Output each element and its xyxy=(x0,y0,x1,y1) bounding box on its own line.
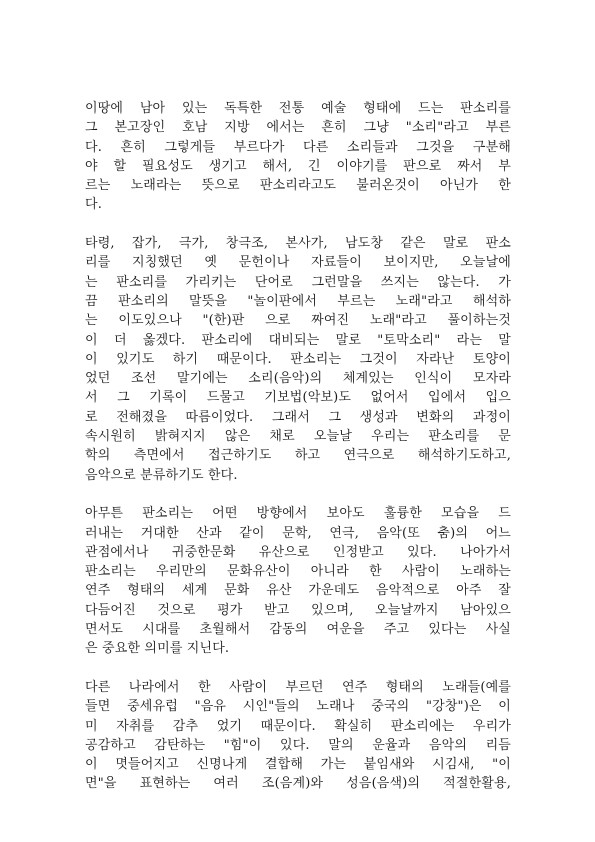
body-text xyxy=(85,99,511,813)
text-line: 그 본고장인 호남 지방 에서는 흔히 그냥 "소리"라고 부른 xyxy=(85,120,511,136)
text-line: 끔 판소리의 말뜻을 "놀이판에서 부르는 노래"라고 해석하 xyxy=(85,293,511,309)
text-line: 로 전해졌을 따름이었다. 그래서 그 생성과 변화의 과정이 xyxy=(85,409,511,425)
text-line: 면"을 표현하는 여러 조(음계)와 성음(음색)의 적절한활용, xyxy=(85,776,511,792)
paragraph xyxy=(85,99,511,215)
text-line: 연주 형태의 세계 문화 유산 가운데도 음악적으로 아주 잘 xyxy=(85,583,511,599)
text-line: 학의 측면에서 접근하기도 하고 연극으로 해석하기도하고, xyxy=(85,448,511,464)
text-line: 이 더 옳겠다. 판소리에 대비되는 말로 "토막소리" 라는 말 xyxy=(85,332,511,348)
text-line: 다. 흔히 그렇게들 부르다가 다른 소리들과 그것을 구분해 xyxy=(85,139,511,155)
text-line: 공감하고 감탄하는 "힘"이 있다. 말의 운율과 음악의 리듬 xyxy=(85,737,511,753)
text-line: 관점에서나 귀중한문화 유산으로 인정받고 있다. 나아가서 xyxy=(85,544,511,560)
text-line: 면서도 시대를 초월해서 감동의 여운을 주고 있다는 사실 xyxy=(85,622,511,638)
text-line: 야 할 필요성도 생기고 해서, 긴 이야기를 판으로 짜서 부 xyxy=(85,158,511,174)
text-line: 었던 조선 말기에는 소리(음악)의 체계있는 인식이 모자라 xyxy=(85,371,511,387)
paragraph xyxy=(85,504,511,658)
text-line: 는 판소리를 가리키는 단어로 그런말을 쓰지는 않는다. 가 xyxy=(85,274,511,290)
text-line: 판소리는 우리만의 문화유산이 아니라 한 사람이 노래하는 xyxy=(85,564,511,580)
text-line: 서 그 기록이 드물고 기보법(악보)도 없어서 입에서 입으 xyxy=(85,390,511,406)
text-line: 미 자취를 감추 었기 때문이다. 확실히 판소리에는 우리가 xyxy=(85,718,511,734)
text-line: 아무튼 판소리는 어떤 방향에서 보아도 훌륭한 모습을 드 xyxy=(85,506,511,522)
text-line: 은 중요한 의미를 지닌다. xyxy=(85,641,230,657)
text-line: 이 몃들어지고 신명나게 결합해 가는 붙임새와 시김새, "이 xyxy=(85,757,511,773)
text-line: 리를 지칭했던 옛 문헌이나 자료들이 보이지만, 오늘날에 xyxy=(85,255,511,271)
text-line: 타령, 잡가, 극가, 창극조, 본사가, 남도창 같은 말로 판소 xyxy=(85,236,511,252)
text-line: 르는 노래라는 뜻으로 판소리라고도 불러온것이 아닌가 한 xyxy=(85,178,511,194)
text-line: 들면 중세유럽 "음유 시인"들의 노래나 중국의 "강창")은 이 xyxy=(85,699,511,715)
text-line: 러내는 거대한 산과 같이 문학, 연극, 음악(또 춤)의 어느 xyxy=(85,525,511,541)
text-line: 다른 나라에서 한 사람이 부르던 연주 형태의 노래들(예를 xyxy=(85,679,511,695)
text-line: 다. xyxy=(85,197,102,213)
text-line: 다듬어진 것으로 평가 받고 있으며, 오늘날까지 남아있으 xyxy=(85,602,511,618)
paragraph xyxy=(85,234,511,485)
text-line: 음악으로 분류하기도 한다. xyxy=(85,467,238,483)
text-line: 속시원히 밝혀지지 않은 채로 오늘날 우리는 판소리를 문 xyxy=(85,429,511,445)
text-line: 이땅에 남아 있는 독특한 전통 예술 형태에 드는 판소리를 xyxy=(85,101,511,116)
paragraph xyxy=(85,678,511,794)
text-line: 이 있기도 하기 때문이다. 판소리는 그것이 자라난 토양이 xyxy=(85,351,511,367)
text-line: 는 이도있으나 "(한)판 으로 짜여진 노래"라고 풀이하는것 xyxy=(85,313,511,329)
